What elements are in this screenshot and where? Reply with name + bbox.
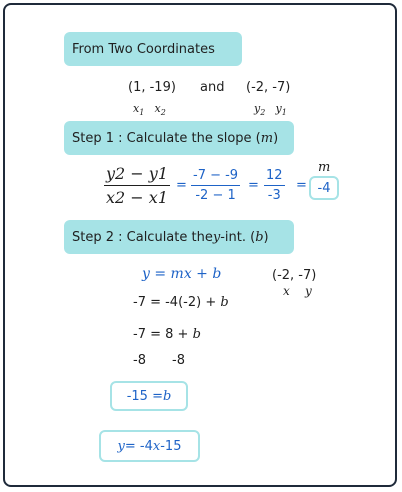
point-2-labels: $y_2$ $y_1$ bbox=[254, 102, 287, 118]
step2-label: Step 2 : Calculate the bbox=[72, 229, 213, 245]
step1-label: Step 1 : Calculate the slope ( bbox=[72, 130, 261, 146]
final-equation-box bbox=[99, 430, 200, 462]
slope-formula-num: y2 − y1 bbox=[106, 164, 169, 183]
title-chip bbox=[64, 32, 242, 66]
step2-var2: b bbox=[255, 229, 264, 245]
work-line-1-b: b bbox=[220, 295, 229, 310]
slope-value: -4 bbox=[317, 180, 331, 196]
step2-close: ) bbox=[263, 229, 269, 245]
work-line-3-left: -8 bbox=[133, 353, 146, 368]
slope-result bbox=[264, 168, 285, 203]
step2-chip bbox=[64, 220, 294, 254]
work-line-1-text: -7 = -4(-2) + bbox=[133, 295, 221, 310]
final-end: -15 bbox=[160, 438, 182, 454]
equals-1: = bbox=[176, 178, 187, 193]
title: From Two Coordinates bbox=[72, 41, 215, 57]
work-line-2-text: -7 = 8 + bbox=[133, 327, 193, 342]
work-line-3-right: -8 bbox=[172, 353, 185, 368]
work-line-2 bbox=[133, 327, 201, 342]
intercept-result-text: -15 = bbox=[126, 388, 163, 404]
final-mid: = -4 bbox=[124, 438, 153, 454]
slope-answer-box bbox=[309, 176, 339, 200]
slope-res-num: 12 bbox=[266, 168, 283, 183]
slope-res-den: -3 bbox=[267, 188, 281, 203]
point-1: (1, -19) bbox=[128, 80, 176, 95]
slope-sub-den: -2 − 1 bbox=[195, 188, 236, 203]
substitution-point: (-2, -7) bbox=[272, 268, 317, 283]
m-label: m bbox=[318, 160, 331, 175]
step2-var: y bbox=[212, 229, 221, 245]
and-word: and bbox=[200, 80, 225, 95]
slope-formula-den: x2 − x1 bbox=[106, 188, 168, 207]
work-line-2-b: b bbox=[192, 327, 201, 342]
slope-substituted bbox=[191, 168, 240, 203]
step1-close: ) bbox=[273, 130, 279, 146]
point-1-labels: $x_1$ $x_2$ bbox=[133, 102, 166, 118]
slope-formula bbox=[104, 164, 170, 207]
step1-chip bbox=[64, 121, 294, 155]
work-line-1 bbox=[133, 295, 229, 310]
intercept-result-box bbox=[110, 381, 188, 411]
equals-2: = bbox=[248, 178, 259, 193]
point-x-label: x bbox=[283, 284, 290, 298]
point-2: (-2, -7) bbox=[246, 80, 291, 95]
final-y: y bbox=[117, 438, 125, 454]
step2-label2: -int. ( bbox=[220, 229, 256, 245]
final-x: x bbox=[152, 438, 161, 454]
intercept-result-b: b bbox=[162, 388, 172, 404]
line-formula: y = mx + b bbox=[142, 266, 222, 282]
equals-3: = bbox=[296, 178, 307, 193]
slope-sub-num: -7 − -9 bbox=[193, 168, 239, 183]
point-y-label: y bbox=[305, 284, 312, 298]
step1-var: m bbox=[260, 130, 274, 146]
